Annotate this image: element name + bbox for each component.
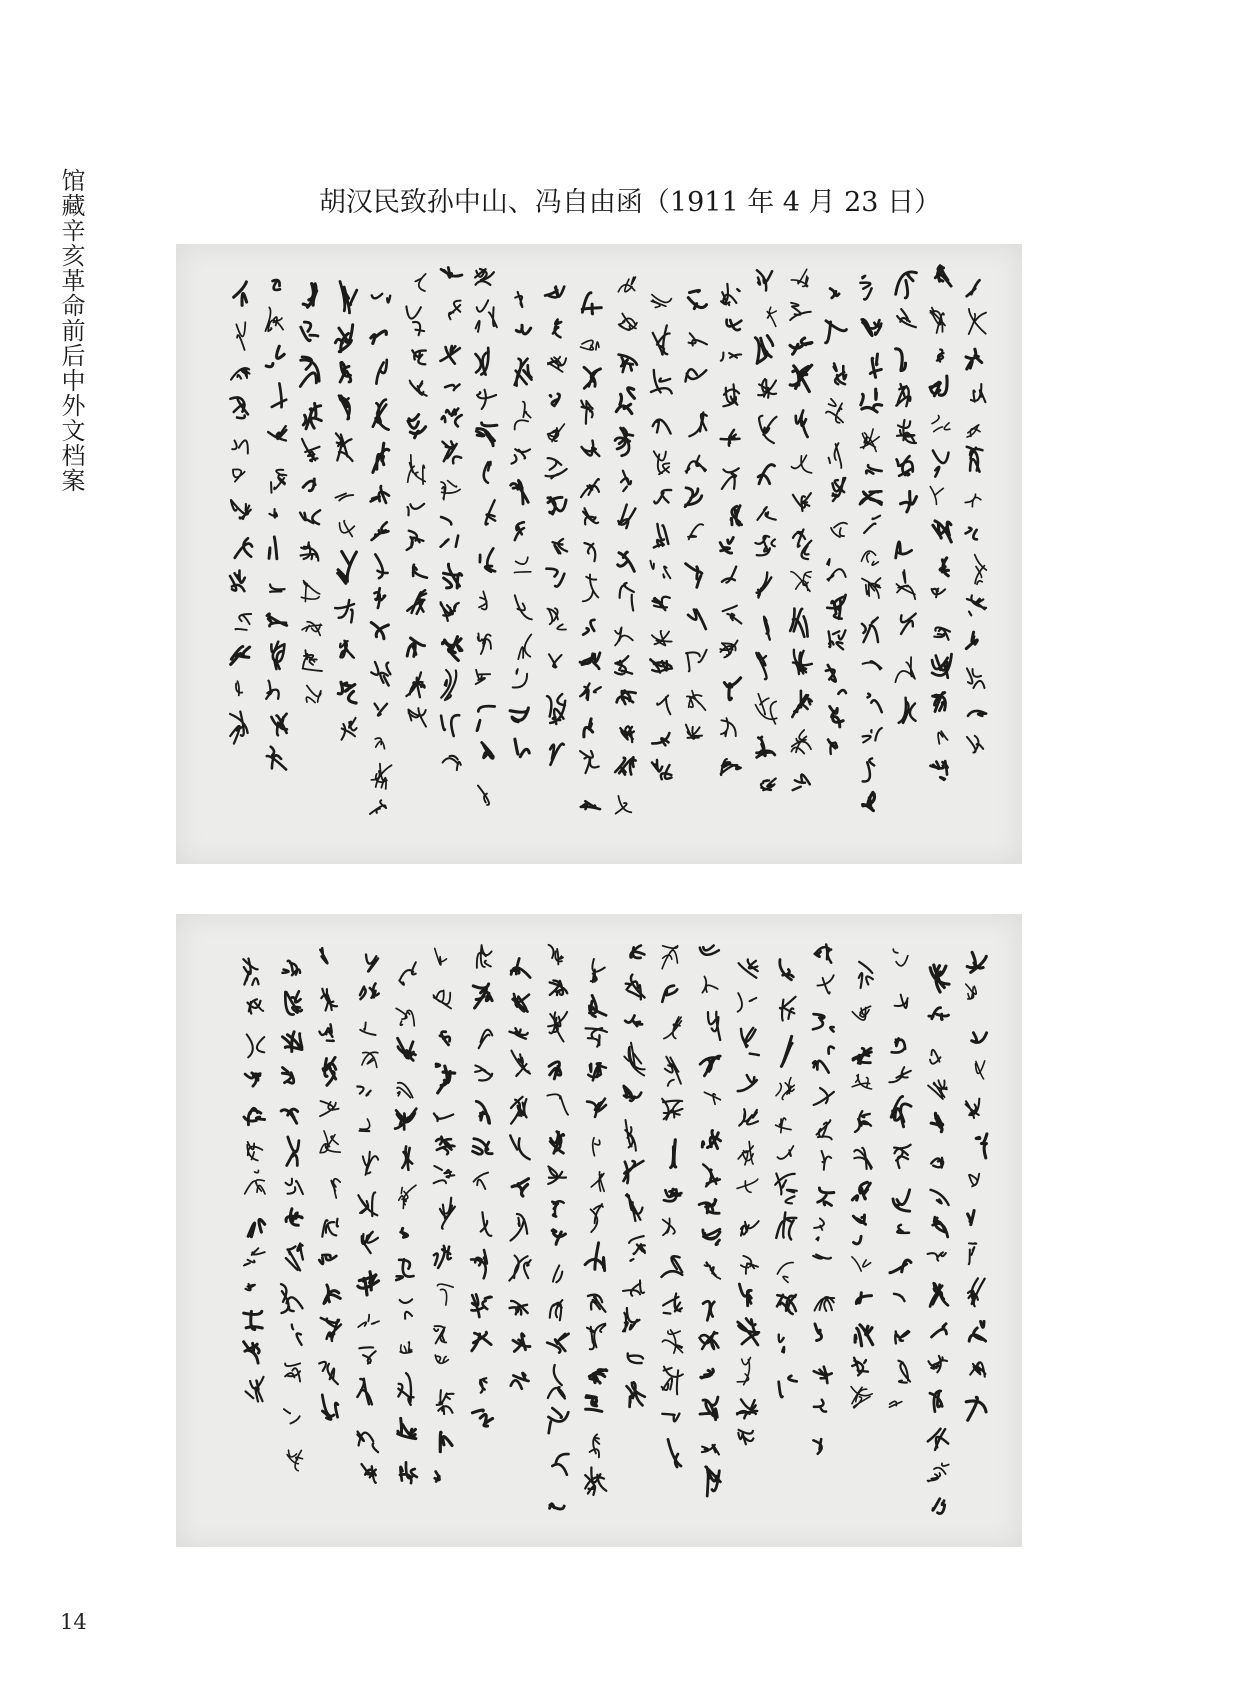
handwriting-column	[737, 959, 759, 1444]
handwriting-column	[370, 294, 392, 814]
handwriting-column	[471, 945, 493, 1426]
handwriting-column	[965, 280, 986, 752]
handwriting-column	[826, 289, 847, 755]
handwriting-column	[281, 961, 303, 1471]
handwriting-column	[860, 276, 882, 811]
handwriting-column	[685, 290, 707, 738]
handwriting-column	[755, 270, 776, 790]
handwritten-letter-icon	[176, 914, 1022, 1547]
handwriting-column	[790, 269, 812, 790]
handwriting-column	[395, 962, 417, 1483]
handwriting-column	[895, 272, 916, 723]
handwriting-column	[300, 284, 322, 703]
handwriting-column	[580, 293, 601, 809]
handwriting-column	[720, 284, 741, 775]
handwriting-column	[509, 959, 530, 1389]
handwriting-column	[699, 946, 720, 1497]
handwriting-column	[889, 949, 911, 1407]
side-title: 馆藏辛亥革命前后中外文档案	[57, 168, 85, 493]
handwriting-column	[775, 960, 797, 1398]
handwriting-column	[930, 266, 952, 780]
handwriting-column	[357, 955, 379, 1483]
handwriting-column	[230, 282, 252, 744]
handwritten-letter-icon	[176, 244, 1022, 864]
handwriting-column	[813, 945, 834, 1454]
handwriting-column	[243, 959, 265, 1402]
handwritten-letter-page-2	[176, 914, 1022, 1547]
handwriting-column	[851, 962, 873, 1408]
handwriting-column	[928, 965, 950, 1514]
page-number: 14	[60, 1610, 87, 1634]
handwriting-column	[662, 946, 683, 1467]
handwritten-letter-page-1	[176, 244, 1022, 864]
handwriting-column	[433, 948, 455, 1481]
handwriting-column	[585, 959, 607, 1495]
handwriting-column	[623, 946, 645, 1407]
handwriting-column	[650, 295, 672, 780]
handwriting-column	[475, 269, 497, 805]
handwriting-column	[510, 292, 532, 757]
handwriting-column	[265, 280, 287, 769]
handwriting-column	[966, 952, 987, 1420]
handwriting-column	[335, 282, 357, 740]
handwriting-column	[547, 945, 568, 1509]
handwriting-column	[441, 268, 462, 771]
handwriting-column	[545, 287, 567, 765]
handwriting-column	[406, 274, 427, 727]
handwriting-column	[615, 277, 637, 814]
handwriting-column	[319, 948, 341, 1419]
page-title: 胡汉民致孙中山、冯自由函（1911 年 4 月 23 日）	[318, 187, 942, 218]
